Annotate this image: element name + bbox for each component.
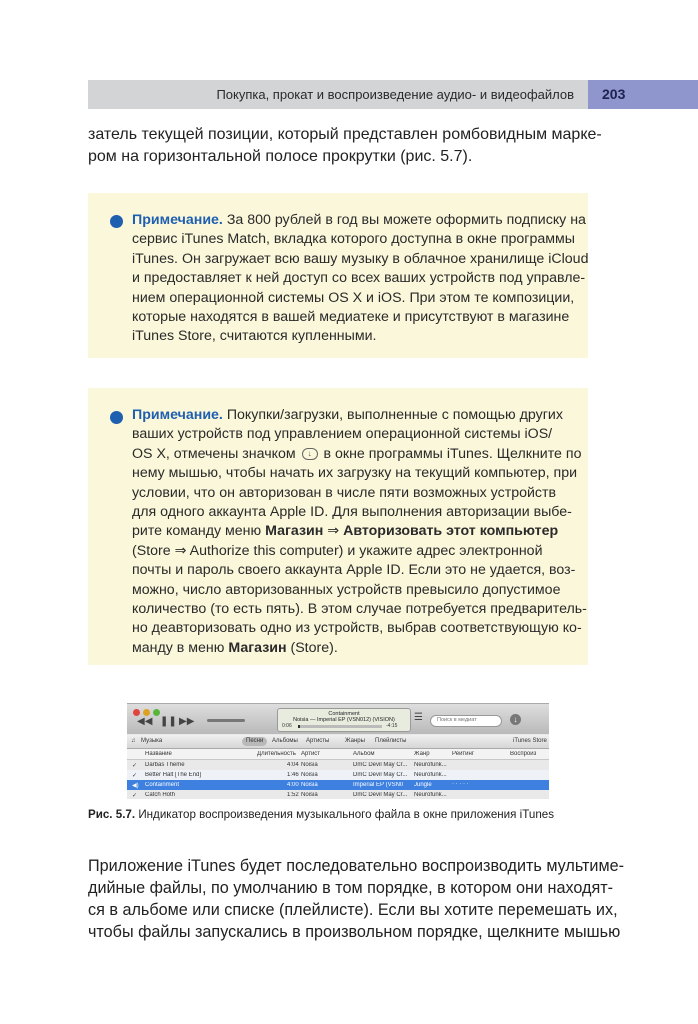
note-bullet-icon [110,411,123,424]
music-note-icon: ♫ [131,738,136,744]
song-title: Better Halt [The End] [145,772,202,778]
note-line: сервис iTunes Match, вкладка которого доступна в окне программы [132,231,575,248]
song-duration: 1:46 [287,772,299,778]
figure-caption [88,808,608,821]
column-album[interactable]: Альбом [353,751,375,757]
song-artist: Noisia [301,782,318,788]
now-playing-subtitle: Noisia — Imperial EP (VSN012) (VISION) [293,717,395,723]
now-playing-title: Containment [328,711,360,717]
note-text [132,211,589,347]
page-number: 203 [602,86,626,102]
playback-position-marker[interactable] [298,725,300,728]
note-line: Authorize this computer) и укажите адрес электронной [186,542,543,559]
note-line: iTunes Store, считаются купленными. [132,328,377,345]
menu-name: Магазин [228,639,287,656]
note-line: ваших устройств под управлением операционной системы iOS/ [132,426,553,443]
note-line: (Store [132,542,175,559]
caption-label: Рис. 5.7. [88,808,136,821]
tab-artists[interactable]: Артисты [306,738,330,744]
note-text [132,406,587,658]
rating-dots[interactable]: · · · · · [452,781,469,787]
speaker-icon: ◀) [132,783,139,789]
itunes-toolbar [127,704,549,734]
now-playing-display [277,708,411,732]
note-box-purchases [88,388,588,665]
running-header [88,80,588,109]
tab-songs[interactable]: Песни [242,737,267,746]
checkbox-icon[interactable]: ✓ [132,793,138,799]
song-album: Imperial EP (VSN0 [353,782,404,788]
time-elapsed: 0:06 [282,723,292,729]
song-album: DmC Devil May Cr... [353,772,408,778]
next-track-icon[interactable]: ▶▶ [179,716,195,727]
note-box-itunes-match [88,193,588,358]
note-line: манду в меню [132,639,229,656]
song-album: DmC Devil May Cr... [353,762,408,768]
outro-paragraph [88,855,624,943]
checkbox-icon[interactable]: ✓ [132,773,138,779]
column-artist[interactable]: Артист [301,751,321,757]
note-line: но деавторизовать одно из устройств, выбрав соответствующую ко- [132,620,582,637]
note-line: Покупки/загрузки, выполненные с помощью других [222,407,563,423]
song-duration: 4:00 [287,782,299,788]
note-line: OS X, отмечены значком [132,445,300,462]
itunes-store-button[interactable]: iTunes Store [513,738,547,744]
song-artist: Noisia [301,772,318,778]
song-genre: Jungle [414,782,432,788]
song-artist: Noisia [301,792,318,798]
note-line: условии, что он авторизован в числе пяти возможных устройств [132,484,557,501]
song-artist: Noisia [301,762,318,768]
outro-line: ся в альбоме или списке (плейлисте). Если вы хотите перемешать их, [88,901,618,919]
playback-progress-bar[interactable] [298,725,382,728]
outro-line: Приложение iTunes будет последовательно воспроизводить мультиме- [88,857,624,875]
note-line: количество (то есть пять). В этом случае потребуется предваритель- [132,601,587,618]
song-row[interactable] [127,790,549,799]
tab-albums[interactable]: Альбомы [272,738,298,744]
note-label: Примечание. [132,212,223,228]
song-genre: Neurofunk... [414,772,447,778]
song-title: Darbas Theme [145,762,185,768]
minimize-window-icon[interactable] [143,709,150,716]
note-label: Примечание. [132,407,223,423]
note-line: нием операционной системы OS X и iOS. При этом те композиции, [132,289,575,306]
song-genre: Neurofunk... [414,792,447,798]
menu-name: Магазин [265,523,324,540]
note-line: и предоставляет к ней доступ со всех ваших устройств под управле- [132,270,586,287]
list-view-icon[interactable]: ☰ [414,712,423,723]
note-line: (Store). [286,639,338,656]
itunes-window-figure [127,703,549,799]
note-line: для одного аккаунта Apple ID. Для выполнения авторизации выбе- [132,504,572,521]
note-line: можно, число авторизованных устройств превысило допустимое [132,581,561,598]
song-title: Containment [145,782,180,788]
tab-playlists[interactable]: Плейлисты [375,738,407,744]
outro-line: чтобы файлы запускались в произвольном порядке, щелкните мышью [88,923,621,941]
caption-text: Индикатор воспроизведения музыкального файла в окне приложения iTunes [135,808,555,821]
note-line: которые находятся в вашей медиатеке и присутствуют в магазине [132,309,570,326]
menu-arrow: ⇒ [174,542,187,559]
column-rating[interactable]: Рейтинг [452,751,475,757]
menu-command: Авторизовать этот компьютер [343,523,559,540]
song-genre: Neurofunk... [414,762,447,768]
column-genre[interactable]: Жанр [414,751,430,757]
downloads-icon[interactable]: ↓ [510,714,521,725]
song-list-header [127,749,549,760]
note-line: нему мышью, чтобы начать их загрузку на текущий компьютер, при [132,465,578,482]
tab-genres[interactable]: Жанры [345,738,365,744]
song-duration: 1:52 [287,792,299,798]
column-plays[interactable]: Воспроиз [510,751,537,757]
outro-line: дийные файлы, по умолчанию в том порядке, в котором они находят- [88,879,614,897]
header-title: Покупка, прокат и воспроизведение аудио- и видеофайлов [216,87,574,102]
note-line: iTunes. Он загружает всю вашу музыку в облачное хранилище iCloud [132,250,589,267]
note-bullet-icon [110,215,123,228]
song-album: DmC Devil May Cr... [353,792,408,798]
search-placeholder: Поиск в медиат [437,717,477,723]
cloud-download-icon: ↓ [302,448,318,460]
volume-slider[interactable] [207,719,245,722]
time-remaining: -4:15 [386,723,398,729]
intro-line: затель текущей позиции, который представлен ромбовидным марке- [88,126,602,143]
note-line: почты и пароль своего аккаунта Apple ID. Если это не удается, воз- [132,562,576,579]
intro-line: ром на горизонтальной полосе прокрутки (рис. 5.7). [88,147,473,165]
song-duration: 4:04 [287,762,299,768]
close-window-icon[interactable] [133,709,140,716]
menu-arrow: ⇒ [323,523,344,540]
note-line: За 800 рублей в год вы можете оформить подписку на [222,212,586,228]
page-number-tab [588,80,698,109]
column-duration[interactable]: Длительность [257,751,296,757]
itunes-tab-bar [127,735,549,749]
note-line: в окне программы iTunes. Щелкните по [319,445,582,462]
checkbox-icon[interactable]: ✓ [132,763,138,769]
column-title[interactable]: Название [145,751,172,757]
zoom-window-icon[interactable] [153,709,160,716]
intro-paragraph [88,124,602,167]
song-title: Catch Hoth [145,792,176,798]
song-row[interactable] [127,760,549,770]
library-selector[interactable]: Музыка [141,738,163,744]
song-row[interactable] [127,770,549,780]
pause-icon[interactable]: ❚❚ [160,716,177,727]
previous-track-icon[interactable]: ◀◀ [137,716,153,727]
note-line: рите команду меню [132,523,266,540]
song-row-playing[interactable] [127,780,549,790]
search-input[interactable] [430,715,502,727]
